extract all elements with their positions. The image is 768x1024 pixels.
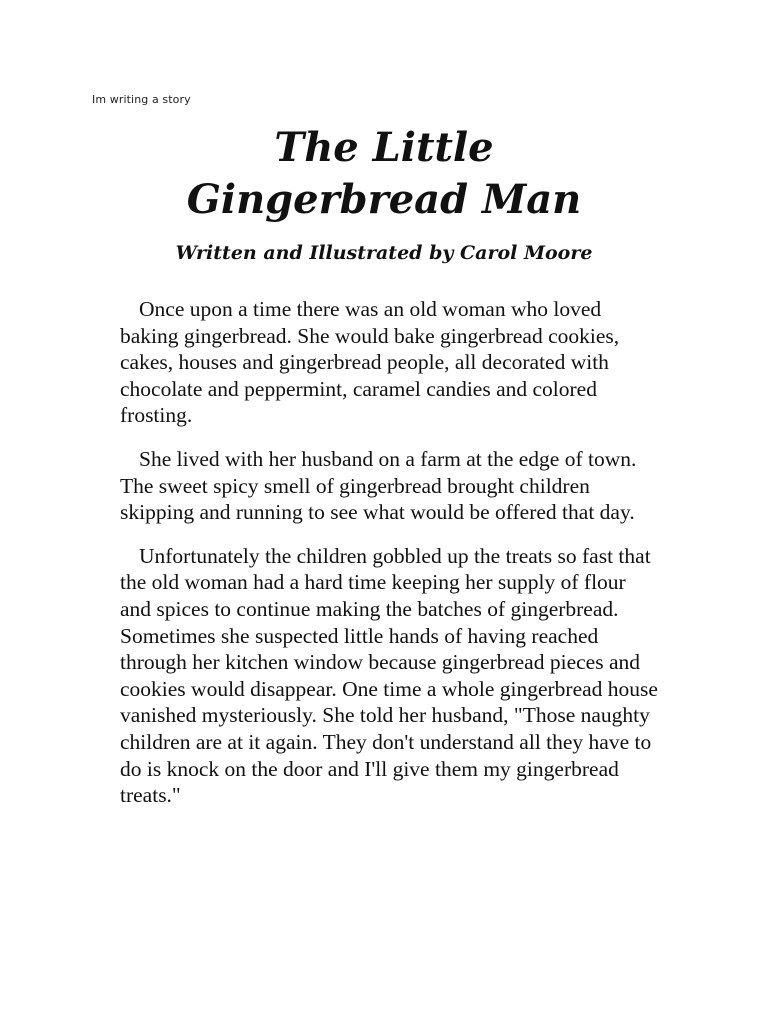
title-line-1: The Little: [274, 124, 494, 171]
title-line-2: Gingerbread Man: [186, 176, 582, 223]
story-paragraph-2: She lived with her husband on a farm at the edge of town. The sweet spicy smell of gingerbread brought children skipping and running to see what would be offered that day.: [120, 446, 637, 525]
story-paragraph-1: Once upon a time there was an old woman who loved baking gingerbread. She would bake gingerbread cookies, cakes, houses and gingerbread people, all decorated with chocolate and peppermint, caramel candies and colored frosting.: [120, 297, 620, 428]
story-body: [120, 296, 660, 826]
story-paragraph-3: Unfortunately the children gobbled up the treats so fast that the old woman had a hard time keeping her supply of flour and spices to continue making the batches of gingerbread. Sometimes she suspected little hands of having reached through her kitchen window because gingerbread pieces and cookies would disappear. One time a whole gingerbread house vanished mysteriously. She told her husband, "Those naughty children are at it again. They don't understand all they have to do is knock on the door and I'll give them my gingerbread treats.": [120, 543, 658, 808]
page-title: [0, 122, 768, 226]
author-byline: Written and Illustrated by Carol Moore: [175, 242, 593, 264]
header-note: Im writing a story: [92, 93, 191, 106]
